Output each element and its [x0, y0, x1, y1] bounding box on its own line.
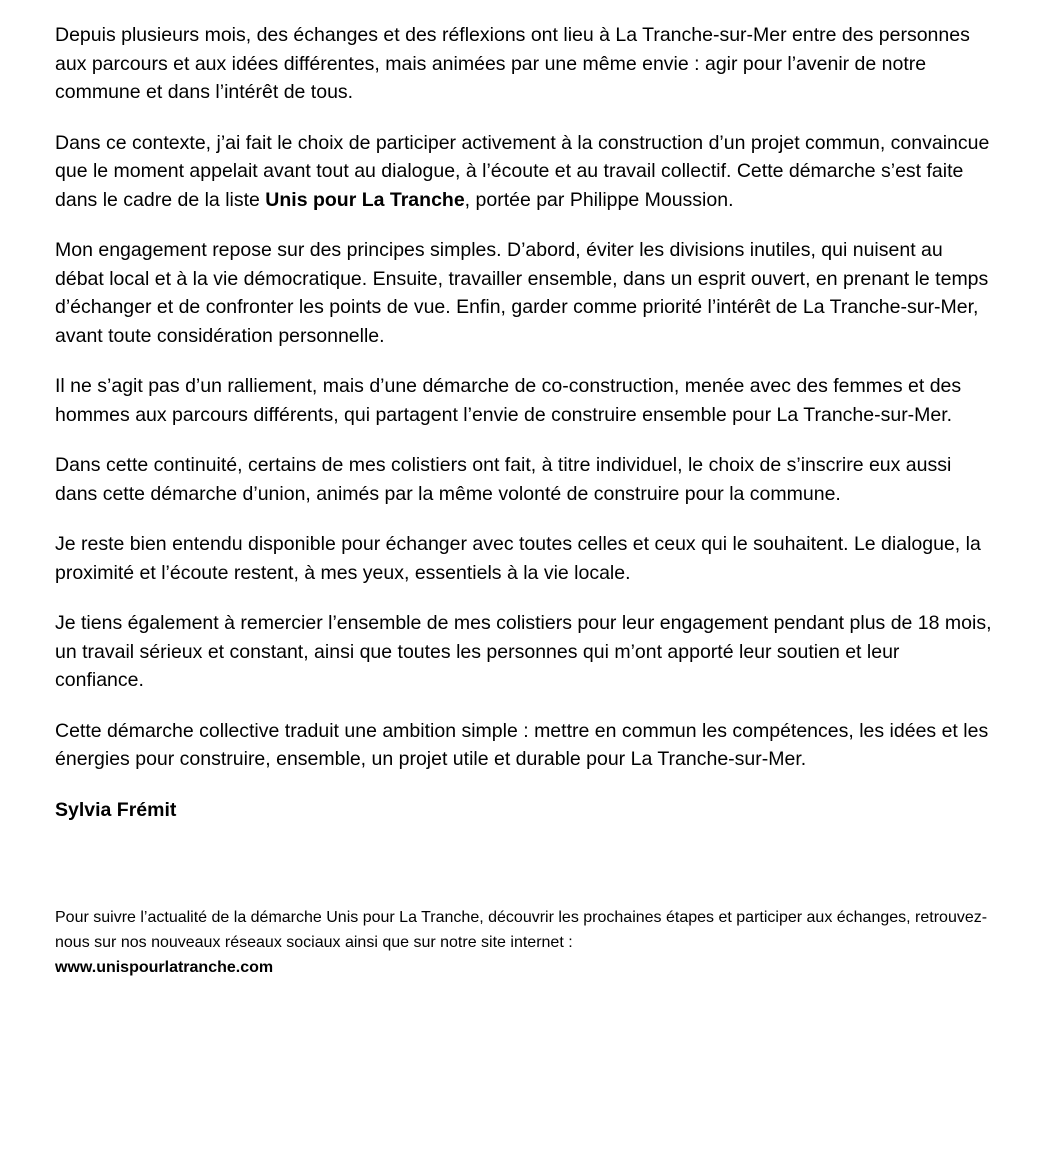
- text-run: Cette démarche collective traduit une ambition simple : mettre en commun les compétences, les idées et les énergies pour construire, ensemble, un projet utile et durable pour La Tranche-sur-Mer.: [55, 719, 989, 770]
- website-url: www.unispourlatranche.com: [55, 959, 274, 976]
- text-run: Je reste bien entendu disponible pour échanger avec toutes celles et ceux qui le souhaitent. Le dialogue, la proximité et l’écoute restent, à mes yeux, essentiels à la vie locale.: [55, 533, 981, 584]
- paragraph-coconstruction: [55, 372, 992, 429]
- text-run: Pour suivre l’actualité de la démarche: [55, 909, 327, 926]
- signature-name: Sylvia Frémit: [55, 798, 177, 821]
- paragraph-context: [55, 129, 992, 215]
- paragraph-intro: [55, 21, 992, 107]
- text-run: :: [563, 934, 573, 951]
- text-run: Mon engagement repose sur des principes simples. D’abord, éviter les divisions inutiles, qui nuisent au débat local et à la vie démocratique. Ensuite, travailler ensemble, dans un esprit ouvert, en prenant le temps d’échanger et de confronter les points de vue. Enfin, garder comme priorité l’intérêt de La Tranche-sur-Mer, avant toute considération personnelle.: [55, 239, 989, 347]
- bold-text-run: Unis pour La Tranche: [265, 188, 465, 211]
- bold-text-run: Unis pour La Tranche: [326, 909, 480, 926]
- text-run: Il ne s’agit pas d’un ralliement, mais d’une démarche de co-construction, menée avec des femmes et des hommes aux parcours différents, qui partagent l’envie de construire ensemble pour La Tranche-sur-Mer.: [55, 375, 962, 426]
- text-run: Dans cette continuité, certains de mes colistiers ont fait, à titre individuel, le choix de s’inscrire eux aussi dans cette démarche d’union, animés par la même volonté de construire pour la commune.: [55, 454, 952, 505]
- text-run: , portée par Philippe Moussion.: [464, 188, 734, 211]
- text-run: , découvrir les prochaines étapes et participer aux échanges, retrouvez-nous sur nos: [55, 909, 988, 951]
- bold-text-run: nouveaux réseaux sociaux: [151, 934, 341, 951]
- paragraph-ambition: [55, 717, 992, 774]
- text-run: Dans ce contexte, j’ai fait le choix de participer activement à la construction d’un projet commun, convaincue que le moment appelait avant tout au dialogue, à l’écoute et au travail collectif. Cette démarche s’est faite dans le cadre de la liste: [55, 131, 990, 211]
- paragraph-colistiers-union: [55, 451, 992, 508]
- footer-paragraph: [55, 905, 992, 955]
- text-run: Je tiens également à remercier l’ensemble de mes colistiers pour leur engagement pendant plus de 18 mois, un travail sérieux et constant, ainsi que toutes les personnes qui m’ont apporté leur soutien et leur confiance.: [55, 612, 992, 691]
- paragraph-disponible: [55, 530, 992, 587]
- footer-note: [55, 905, 992, 980]
- text-run: Depuis plusieurs mois, des échanges et des réflexions ont lieu à La Tranche-sur-Mer entre des personnes aux parcours et aux idées différentes, mais animées par une même envie : agir pour l’avenir de notre commune et dans l’intérêt de tous.: [55, 24, 970, 103]
- paragraph-principles: [55, 236, 992, 350]
- bold-text-run: site internet: [481, 934, 564, 951]
- paragraph-remerciements: [55, 609, 992, 695]
- text-run: ainsi que sur notre: [340, 934, 482, 951]
